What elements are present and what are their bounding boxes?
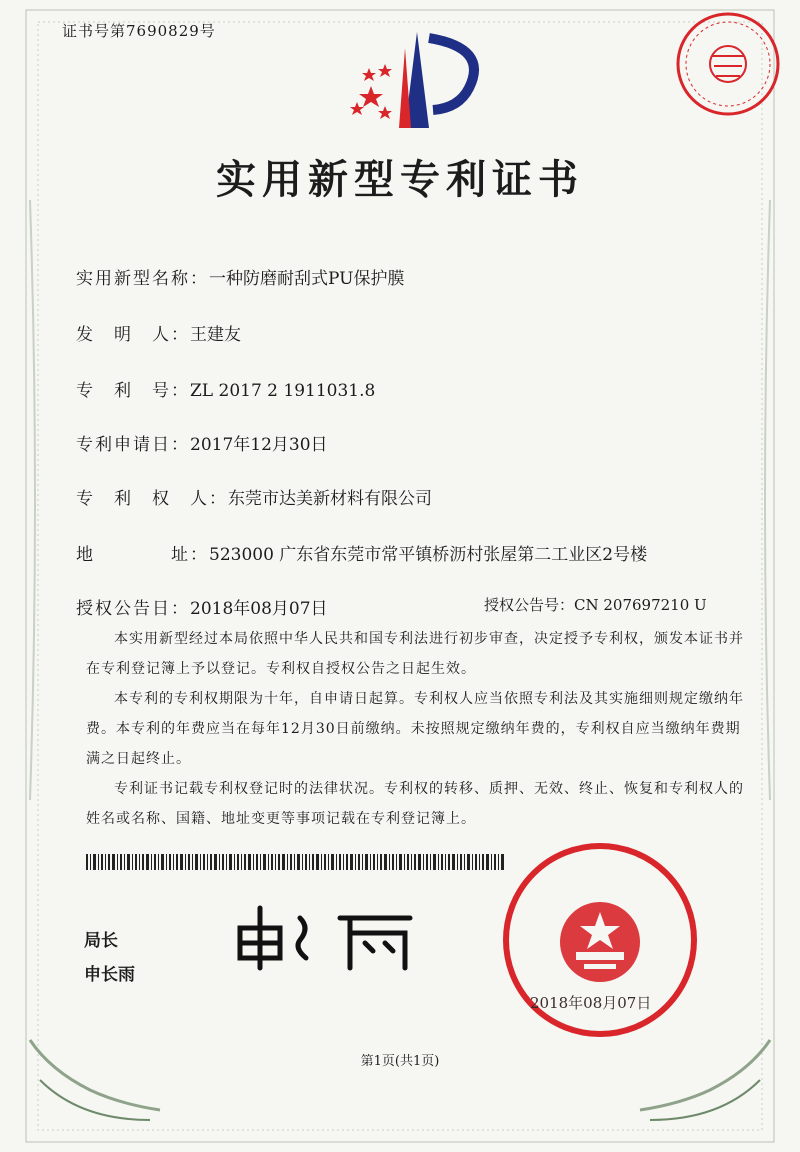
body-paragraph: 专利证书记载专利权登记时的法律状况。专利权的转移、质押、无效、终止、恢复和专利权人的姓名或名称、国籍、地址变更等事项记载在专利登记簿上。: [86, 781, 744, 827]
certificate-body: [86, 624, 750, 834]
field-grant-date: [76, 594, 328, 619]
certificate-number: 证书号第7690829号: [62, 22, 216, 40]
field-label: 实用新型名称：: [76, 269, 209, 289]
field-value: 王建友: [190, 325, 241, 345]
field-value: 东莞市达美新材料有限公司: [228, 489, 432, 509]
field-value: 一种防磨耐刮式PU保护膜: [209, 269, 405, 289]
barcode-icon: [86, 854, 506, 870]
body-paragraph: 本实用新型经过本局依照中华人民共和国专利法进行初步审查，决定授予专利权，颁发本证书并在专利登记簿上予以登记。专利权自授权公告之日起生效。: [86, 631, 744, 677]
director-title: 局长: [84, 931, 118, 951]
field-value: 523000 广东省东莞市常平镇桥沥村张屋第二工业区2号楼: [209, 545, 648, 565]
grant-publication-number: 授权公告号：CN 207697210 U: [484, 596, 707, 614]
field-value: 2018年08月07日: [190, 599, 328, 619]
field-utility-model-name: [76, 264, 404, 289]
page-title: 实用新型专利证书: [216, 156, 584, 203]
field-application-date: [76, 430, 328, 455]
director-name: 申长雨: [84, 965, 135, 985]
signature-icon: [230, 898, 430, 978]
field-label: 专 利 号：: [76, 381, 190, 401]
field-value: 2017年12月30日: [190, 435, 328, 455]
field-label: 专 利 权 人：: [76, 489, 228, 509]
field-label: 发 明 人：: [76, 325, 190, 345]
field-label: 地 址：: [76, 545, 209, 565]
field-label: 专利申请日：: [76, 435, 190, 455]
field-patent-number: [76, 376, 375, 401]
field-address: [76, 540, 647, 565]
field-inventor: [76, 320, 241, 345]
agency-seal-icon: [672, 8, 784, 120]
cnipa-logo-icon: [345, 28, 495, 138]
field-value: ZL 2017 2 1911031.8: [190, 381, 376, 401]
body-paragraph: 本专利的专利权期限为十年，自申请日起算。专利权人应当依照专利法及其实施细则规定缴纳年费。本专利的年费应当在每年12月30日前缴纳。未按照规定缴纳年费的，专利权自应当缴纳年费期满之日起终止。: [86, 691, 744, 767]
page-number: 第1页(共1页): [360, 1054, 440, 1069]
seal-date: 2018年08月07日: [530, 994, 652, 1012]
field-label: 授权公告日：: [76, 599, 190, 619]
field-patentee: [76, 484, 432, 509]
